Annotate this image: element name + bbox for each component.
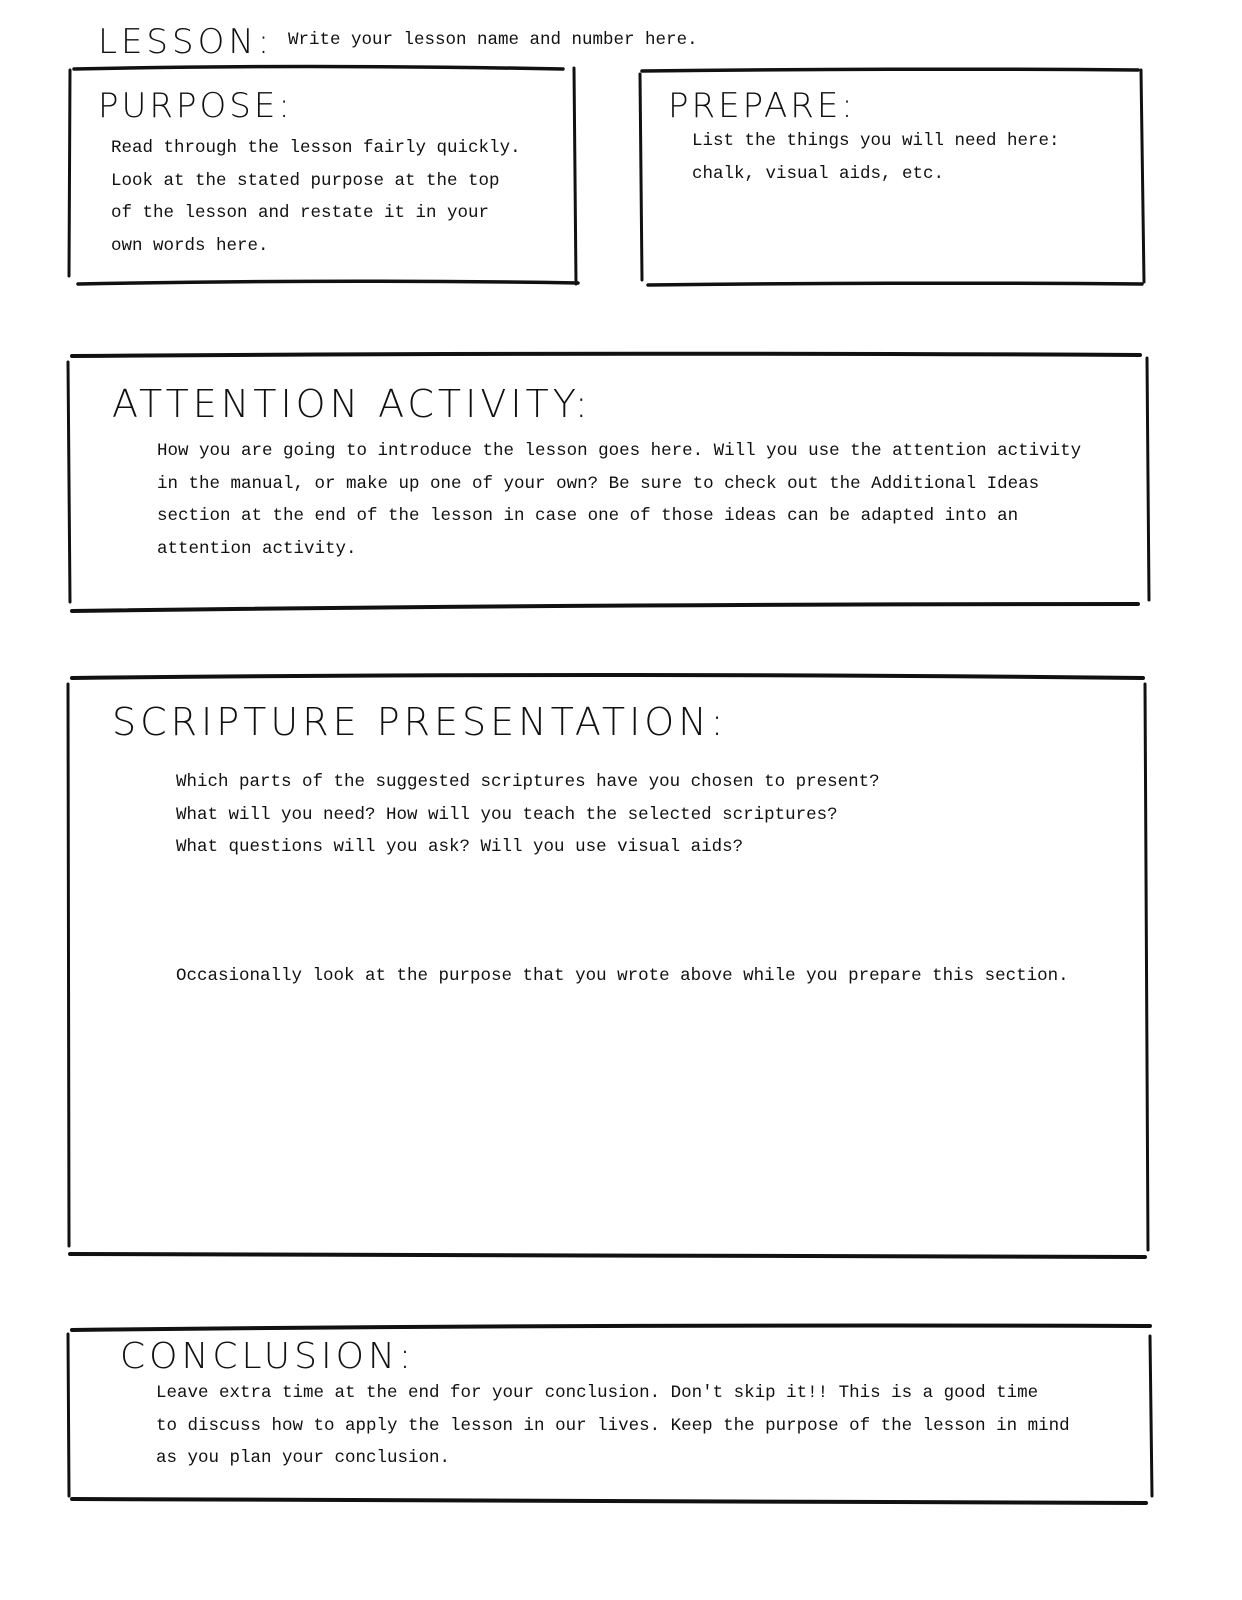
prepare-box-border [642,69,1138,71]
attention-box-border [72,354,1140,356]
purpose-line: Read through the lesson fairly quickly. [111,138,521,158]
conclusion-heading: CONCLUSION: [120,1336,416,1377]
conclusion-box-border [72,1326,1150,1331]
scripture-box-border [72,675,1143,678]
conclusion-line: as you plan your conclusion. [156,1448,451,1468]
purpose-box-border [74,67,563,70]
scripture-text [176,766,880,864]
purpose-heading: PURPOSE: [98,86,293,126]
prepare-line: List the things you will need here: [692,131,1060,151]
attention-line: section at the end of the lesson in case one of those ideas can be adapted into an [157,506,1019,526]
attention-line: How you are going to introduce the lesson goes here. Will you use the attention activity [157,441,1082,461]
scripture-line: Which parts of the suggested scriptures have you chosen to present? [176,772,880,792]
conclusion-line: Leave extra time at the end for your conclusion. Don't skip it!! This is a good time [156,1383,1039,1403]
purpose-line: of the lesson and restate it in your [111,203,490,223]
attention-line: attention activity. [157,538,357,559]
scripture-heading: SCRIPTURE PRESENTATION: [112,700,728,744]
lesson-instruction: Write your lesson name and number here. [288,30,698,50]
prepare-heading: PREPARE: [668,86,856,126]
purpose-line: own words here. [111,235,269,256]
prepare-text [692,125,1060,190]
scripture-line: What questions will you ask? Will you use visual aids? [176,837,744,857]
attention-text [157,435,1081,565]
prepare-line: chalk, visual aids, etc. [692,163,945,184]
attention-line: in the manual, or make up one of your own? Be sure to check out the Additional Ideas [157,473,1040,494]
scripture-line: What will you need? How will you teach the selected scriptures? [176,804,838,825]
conclusion-text [156,1377,1070,1475]
purpose-text [111,132,521,262]
attention-heading: ATTENTION ACTIVITY: [112,382,592,426]
purpose-line: Look at the stated purpose at the top [111,170,500,191]
lesson-label: LESSON: [98,22,274,62]
scripture-note: Occasionally look at the purpose that you wrote above while you prepare this section. [176,966,1069,986]
conclusion-line: to discuss how to apply the lesson in our lives. Keep the purpose of the lesson in mind [156,1415,1070,1436]
